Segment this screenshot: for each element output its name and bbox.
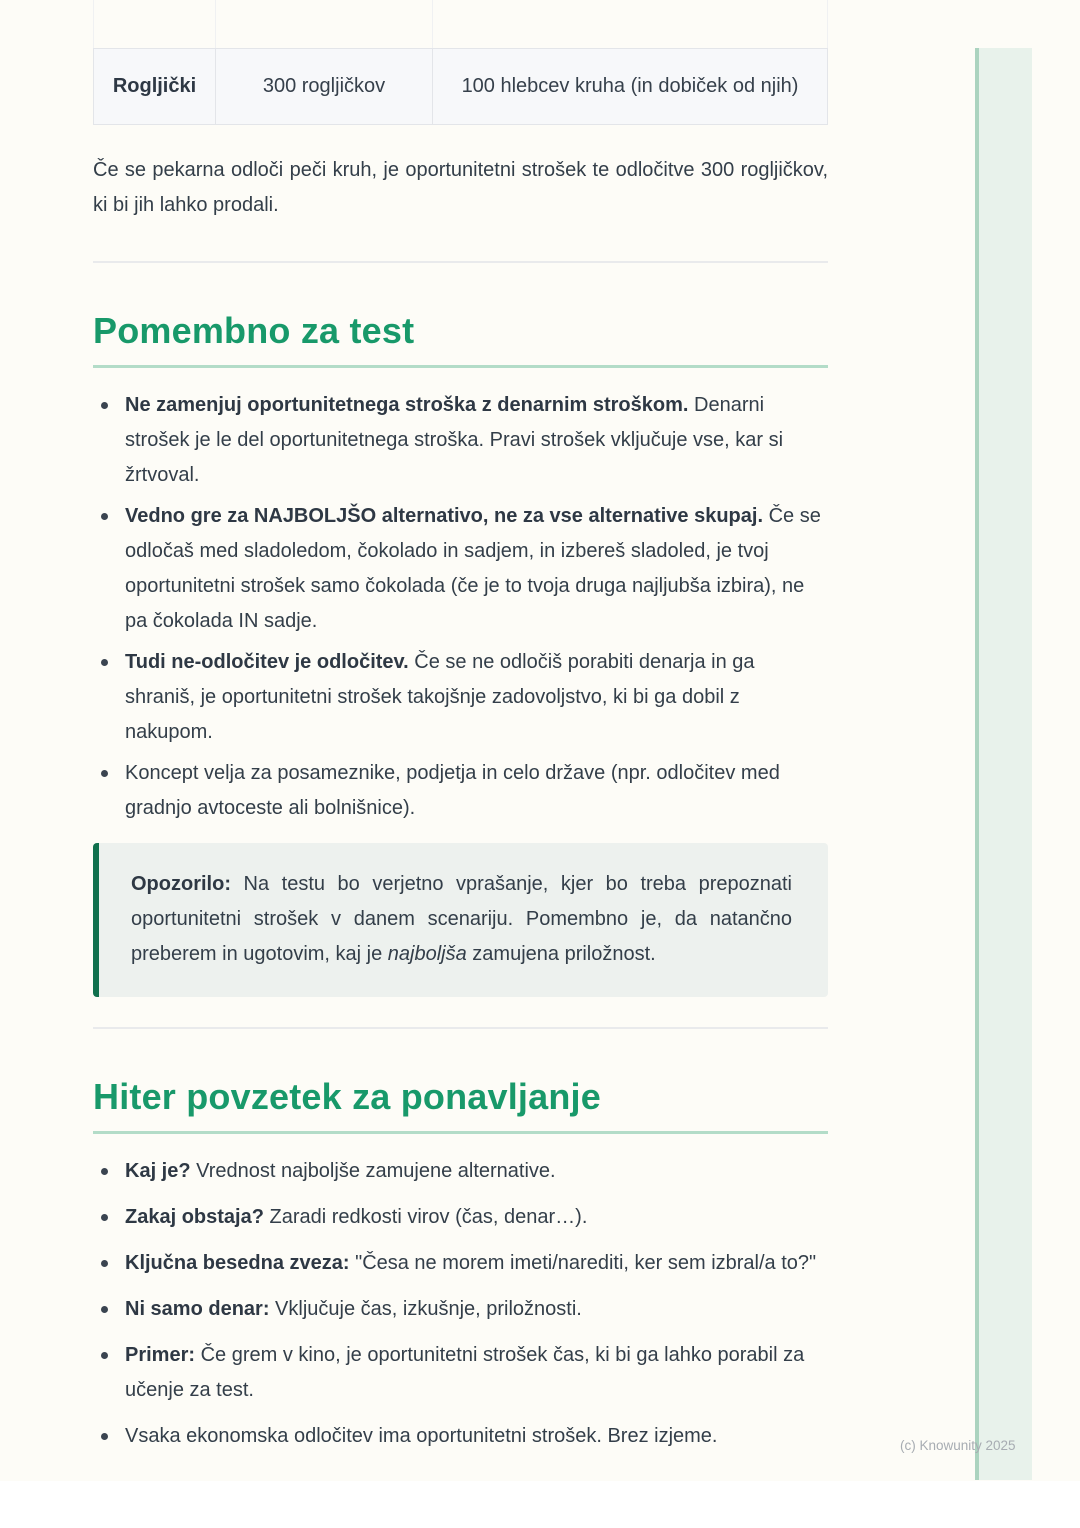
list-item-lead: Primer: — [125, 1344, 196, 1366]
intro-paragraph: Če se pekarna odloči peči kruh, je oportunitetni strošek te odločitve 300 rogljičkov, ki bi jih lahko prodali. — [93, 159, 828, 216]
section-divider — [93, 261, 828, 263]
list-item — [93, 1154, 828, 1189]
bullet-dot-icon — [101, 659, 108, 666]
bullet-dot-icon — [101, 1260, 108, 1267]
decorative-green-stripe — [975, 48, 1032, 1480]
title-underline — [93, 1131, 828, 1134]
list-item-text: Če grem v kino, je oportunitetni strošek čas, ki bi ga lahko porabil za učenje za test. — [125, 1344, 805, 1401]
table-cell-product: Rogljički — [93, 49, 215, 124]
bullet-dot-icon — [101, 1352, 108, 1359]
table-cell-quantity: 300 rogljičkov — [215, 49, 432, 124]
list-item — [93, 1419, 828, 1454]
footer-copyright: (c) Knowunity 2025 — [900, 1438, 1016, 1453]
bullet-dot-icon — [101, 402, 108, 409]
list-item-lead: Zakaj obstaja? — [125, 1206, 264, 1228]
list-item — [93, 1200, 828, 1235]
table-row-cropped — [93, 0, 828, 48]
bullet-dot-icon — [101, 1214, 108, 1221]
summary-list — [93, 1154, 828, 1454]
list-item-text: Vrednost najboljše zamujene alternative. — [190, 1160, 556, 1182]
list-item — [93, 499, 828, 639]
bullet-dot-icon — [101, 1306, 108, 1313]
table-cell-alternative: 100 hlebcev kruha (in dobiček od njih) — [432, 49, 828, 124]
list-item-text: Koncept velja za posameznike, podjetja in celo države (npr. odločitev med gradnjo avtoceste ali bolnišnice). — [125, 762, 780, 819]
list-item — [93, 1246, 828, 1281]
list-item-lead: Ključna besedna zveza: — [125, 1252, 350, 1274]
comparison-table — [93, 0, 828, 125]
callout-label: Opozorilo: — [131, 873, 231, 895]
list-item — [93, 388, 828, 493]
table-cell-empty — [93, 0, 215, 48]
list-item-text: Zaradi redkosti virov (čas, denar…). — [263, 1206, 588, 1228]
bullet-dot-icon — [101, 770, 108, 777]
list-item — [93, 1338, 828, 1408]
list-item-text: Vsaka ekonomska odločitev ima oportunitetni strošek. Brez izjeme. — [125, 1425, 718, 1447]
callout-text-end: zamujena priložnost. — [466, 943, 656, 965]
list-item-lead: Vedno gre za NAJBOLJŠO alternativo, ne za vse alternative skupaj. — [125, 505, 764, 527]
list-item-lead: Kaj je? — [125, 1160, 191, 1182]
section-title-summary: Hiter povzetek za ponavljanje — [93, 1076, 601, 1117]
list-item-text: Vključuje čas, izkušnje, priložnosti. — [269, 1298, 582, 1320]
list-item-text: Če se ne odločiš porabiti denarja in ga shraniš, je oportunitetni strošek takojšnje zadovoljstvo, ki bi ga dobil z nakupom. — [125, 651, 755, 743]
table-cell-empty — [215, 0, 432, 48]
callout-text: Na testu bo verjetno vprašanje, kjer bo treba prepoznati oportunitetni strošek v danem scenariju. Pomembno je, da natančno preberem in ugotovim, kaj je — [131, 873, 792, 965]
list-item-lead: Ni samo denar: — [125, 1298, 270, 1320]
list-item-text: "Česa ne morem imeti/narediti, ker sem izbral/a to?" — [349, 1252, 817, 1274]
table-row — [93, 48, 828, 125]
list-item — [93, 756, 828, 826]
list-item — [93, 645, 828, 750]
bullet-dot-icon — [101, 513, 108, 520]
list-item — [93, 1292, 828, 1327]
section-title-important: Pomembno za test — [93, 310, 415, 351]
list-item-text: Če se odločaš med sladoledom, čokolado in sadjem, in izbereš sladoled, je tvoj oportunitetni strošek samo čokolada (če je to tvoja druga najljubša izbira), ne pa čokolada IN sadje. — [125, 505, 821, 632]
section-divider — [93, 1027, 828, 1029]
list-item-lead: Tudi ne-odločitev je odločitev. — [125, 651, 409, 673]
list-item-lead: Ne zamenjuj oportunitetnega stroška z denarnim stroškom. — [125, 394, 689, 416]
bullet-dot-icon — [101, 1168, 108, 1175]
bullet-dot-icon — [101, 1433, 108, 1440]
callout-italic-word: najboljša — [387, 943, 467, 965]
important-list — [93, 388, 828, 826]
content-column — [93, 0, 828, 1465]
title-underline — [93, 365, 828, 368]
callout-box — [93, 843, 828, 997]
table-cell-empty — [432, 0, 828, 48]
list-item-text: Denarni strošek je le del oportunitetnega stroška. Pravi strošek vključuje vse, kar si žrtvoval. — [125, 394, 784, 486]
